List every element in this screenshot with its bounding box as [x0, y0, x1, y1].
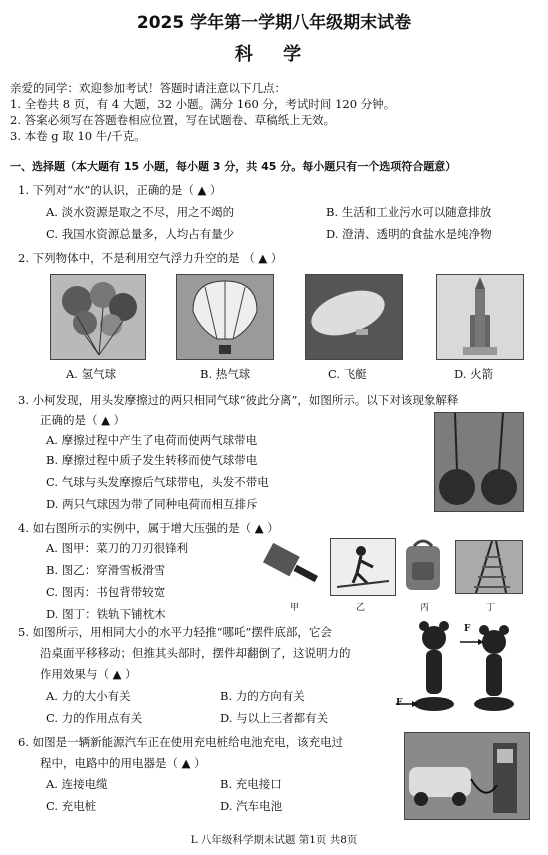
- question-stem: 2. 下列物体中，不是利用空气浮力升空的是 （ ▲ ）: [18, 251, 283, 265]
- backpack-figure: [400, 536, 446, 594]
- option-d: D. 汽车电池: [220, 799, 283, 813]
- question-stem-cont: 正确的是（ ▲ ）: [40, 413, 126, 427]
- option-d: D. 与以上三者都有关: [220, 711, 329, 725]
- option-a: A. 图甲：菜刀的刀刃很锋利: [46, 541, 189, 555]
- option-c-caption: C. 飞艇: [328, 367, 367, 381]
- balloons-photo: [50, 274, 146, 360]
- notice-item: 2. 答案必须写在答题卷相应位置，写在试题卷、草稿纸上无效。: [10, 113, 336, 127]
- option-d: D. 两只气球因为带了同种电荷而相互排斥: [46, 497, 258, 511]
- question-stem: 5. 如图所示，用相同大小的水平力轻推“哪吒”摆件底部，它会: [18, 625, 332, 639]
- airship-photo: [305, 274, 403, 360]
- subject-title: 科 学: [234, 44, 314, 65]
- option-c: C. 气球与头发摩擦后气球带电，头发不带电: [46, 475, 269, 489]
- ev-charging-photo: [404, 732, 530, 820]
- page-footer: L 八年级科学期末试题 第1页 共8页: [190, 834, 358, 846]
- option-b: B. 摩擦过程中质子发生转移而使气球带电: [46, 453, 258, 467]
- figure-label-yi: 乙: [356, 603, 366, 613]
- option-c: C. 我国水资源总量多，人均占有量少: [46, 227, 235, 241]
- figure-label-ding: 丁: [486, 603, 496, 613]
- option-d-caption: D. 火箭: [454, 367, 494, 381]
- option-b: B. 图乙：穿滑雪板滑雪: [46, 563, 166, 577]
- option-a: A. 连接电缆: [46, 777, 108, 791]
- nezha-figurine-figure: [394, 620, 526, 718]
- option-b: B. 充电接口: [220, 777, 282, 791]
- exam-title: 2025 学年第一学期八年级期末试卷: [136, 13, 412, 33]
- notice-item: 3. 本卷 g 取 10 牛/千克。: [10, 129, 146, 143]
- question-stem: 4. 如右图所示的实例中，属于增大压强的是（ ▲ ）: [18, 521, 279, 535]
- option-b: B. 力的方向有关: [220, 689, 305, 703]
- cleaver-figure: [260, 542, 324, 590]
- skier-figure: [330, 538, 396, 596]
- question-stem-cont: 作用效果与（ ▲ ）: [40, 667, 137, 681]
- repelling-balloons-photo: [434, 412, 524, 512]
- question-stem-cont: 沿桌面平移移动；但推其头部时，摆件却翻倒了，这说明力的: [40, 646, 351, 660]
- railway-figure: [455, 540, 523, 594]
- figure-label-jia: 甲: [290, 603, 300, 613]
- option-d: D. 澄清、透明的食盐水是纯净物: [326, 227, 492, 241]
- force-label: F: [464, 624, 471, 634]
- option-a: A. 摩擦过程中产生了电荷而使两气球带电: [46, 433, 258, 447]
- option-c: C. 图丙：书包背带较宽: [46, 585, 166, 599]
- notice-item: 1. 全卷共 8 页，有 4 大题，32 小题。满分 160 分，考试时间 120 分钟。: [10, 97, 396, 111]
- option-c: C. 充电桩: [46, 799, 97, 813]
- option-b: B. 生活和工业污水可以随意排放: [326, 205, 492, 219]
- question-stem: 3. 小柯发现，用头发摩擦过的两只相同气球“彼此分离”，如图所示。以下对该现象解释: [18, 393, 459, 407]
- notice-greeting: 亲爱的同学：欢迎参加考试！答题时请注意以下几点：: [10, 81, 286, 95]
- option-a: A. 力的大小有关: [46, 689, 131, 703]
- figure-label-bing: 丙: [420, 603, 430, 613]
- option-d: D. 图丁：铁轨下铺枕木: [46, 607, 166, 621]
- force-label: F: [396, 698, 403, 708]
- option-c: C. 力的作用点有关: [46, 711, 143, 725]
- section-heading: 一、选择题（本大题有 15 小题，每小题 3 分，共 45 分。每小题只有一个选项符合题意）: [10, 160, 457, 173]
- rocket-photo: [436, 274, 524, 360]
- question-stem-cont: 程中，电路中的用电器是（ ▲ ）: [40, 756, 206, 770]
- hot-air-balloon-photo: [176, 274, 274, 360]
- option-b-caption: B. 热气球: [200, 367, 251, 381]
- question-stem: 6. 如图是一辆新能源汽车正在使用充电桩给电池充电，该充电过: [18, 735, 344, 749]
- option-a-caption: A. 氢气球: [66, 367, 117, 381]
- question-stem: 1. 下列对“水”的认识，正确的是（ ▲ ）: [18, 183, 222, 197]
- option-a: A. 淡水资源是取之不尽，用之不竭的: [46, 205, 235, 219]
